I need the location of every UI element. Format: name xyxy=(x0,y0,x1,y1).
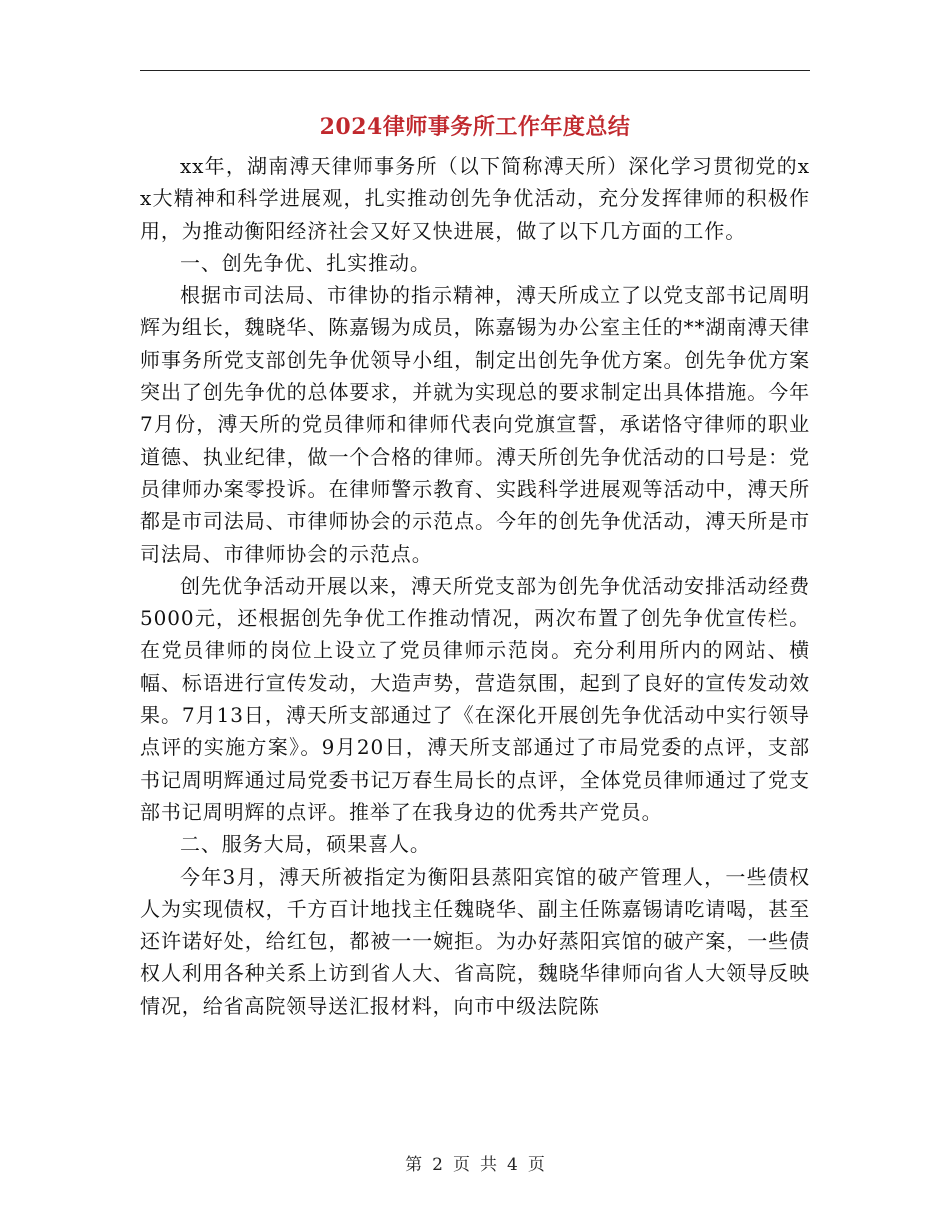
paragraph-bankruptcy-case: 今年3月，溥天所被指定为衡阳县蒸阳宾馆的破产管理人，一些债权人为实现债权，千方百计地找主任魏晓华、副主任陈嘉锡请吃请喝，甚至还许诺好处，给红包，都被一一婉拒。为办好蒸阳宾馆的破产案，一些债权人利用各种关系上访到省人大、省高院，魏晓华律师向省人大领导反映情况，给省高院领导送汇报材料，向市中级法院陈 xyxy=(140,864,810,1018)
footer-page-prefix: 第 xyxy=(405,1155,423,1175)
paragraph-leadership-group: 根据市司法局、市律协的指示精神，溥天所成立了以党支部书记周明辉为组长，魏晓华、陈嘉锡为成员，陈嘉锡为办公室主任的**湖南溥天律师事务所党支部创先争优领导小组，制定出创先争优方案。创先争优方案突出了创先争优的总体要求，并就为实现总的要求制定出具体措施。今年7月份，溥天所的党员律师和律师代表向党旗宣誓，承诺恪守律师的职业道德、执业纪律，做一个合格的律师。溥天所创先争优活动的口号是：党员律师办案零投诉。在律师警示教育、实践科学进展观等活动中，溥天所都是市司法局、市律师协会的示范点。今年的创先争优活动，溥天所是市司法局、市律师协会的示范点。 xyxy=(140,283,810,566)
paragraph-intro: xx年，湖南溥天律师事务所（以下简称溥天所）深化学习贯彻党的xx大精神和科学进展观，扎实推动创先争优活动，充分发挥律师的积极作用，为推动衡阳经济社会又好又快进展，做了以下几方面的工作。 xyxy=(140,154,810,243)
document-title: 2024律师事务所工作年度总结 xyxy=(319,114,631,140)
document-body xyxy=(140,150,810,1022)
footer-page-number: 2 xyxy=(432,1155,443,1175)
paragraph-activities: 创先优争活动开展以来，溥天所党支部为创先争优活动安排活动经费5000元，还根据创先争优工作推动情况，两次布置了创先争优宣传栏。在党员律师的岗位上设立了党员律师示范岗。充分利用所内的网站、横幅、标语进行宣传发动，大造声势，营造氛围，起到了良好的宣传发动效果。7月13日，溥天所支部通过了《在深化开展创先争优活动中实行领导点评的实施方案》。9月20日，溥天所支部通过了市局党委的点评，支部书记周明辉通过局党委书记万春生局长的点评，全体党员律师通过了党支部书记周明辉的点评。推举了在我身边的优秀共产党员。 xyxy=(140,573,810,824)
footer-total-prefix: 共 xyxy=(480,1155,497,1175)
section-heading-2: 二、服务大局，硕果喜人。 xyxy=(180,832,431,857)
footer-total-suffix: 页 xyxy=(527,1155,545,1175)
header-rule xyxy=(140,70,810,71)
footer-page-mid: 页 xyxy=(453,1155,470,1175)
footer-total-pages: 4 xyxy=(507,1155,518,1175)
section-heading-1: 一、创先争优、扎实推动。 xyxy=(180,250,431,275)
page-footer xyxy=(0,1153,950,1177)
